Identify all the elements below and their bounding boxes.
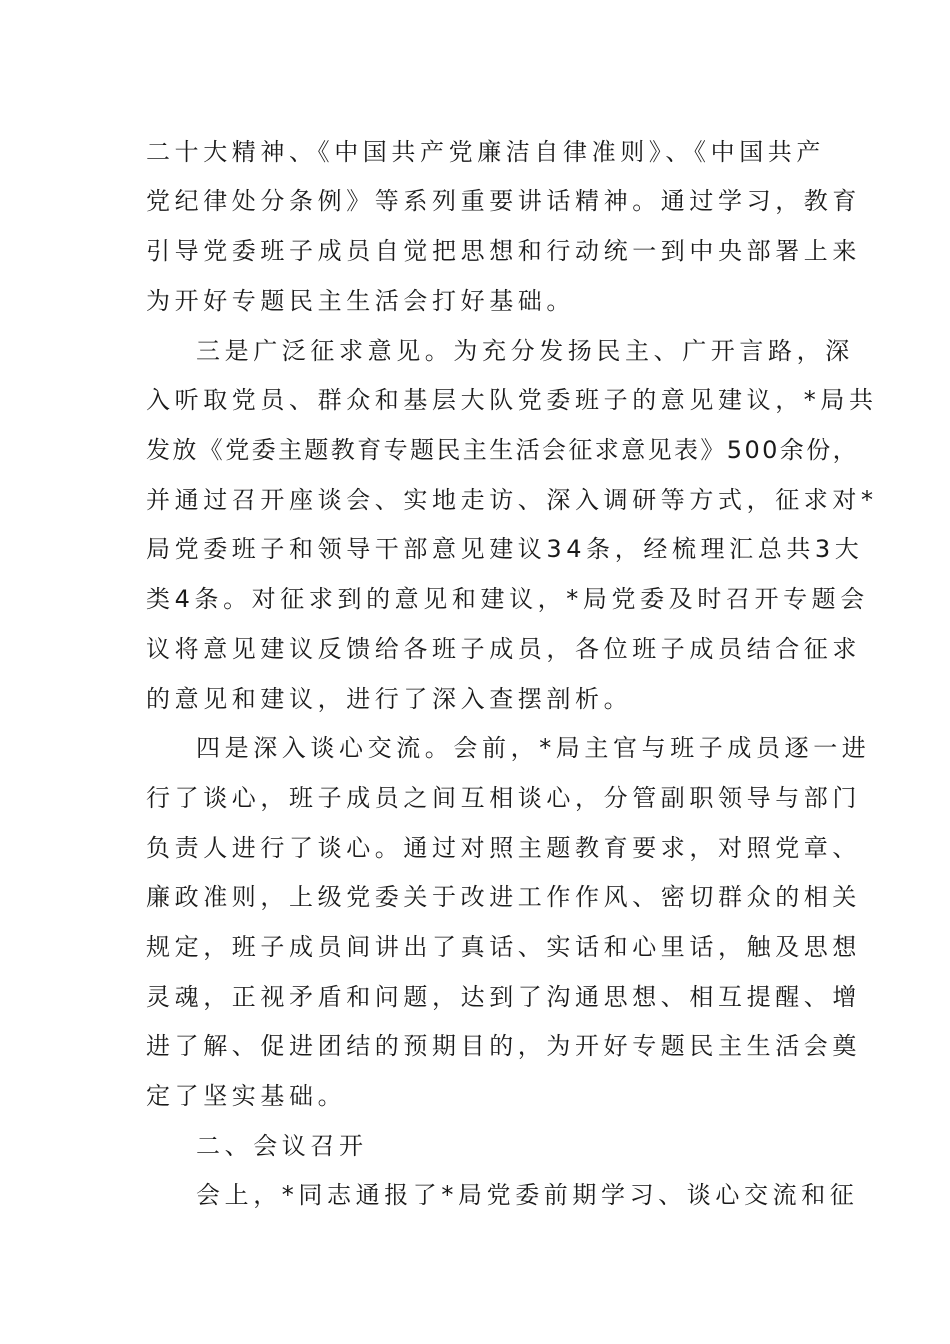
paragraph-start-line: 四是深入谈心交流。会前，*局主官与班子成员逐一进 bbox=[196, 734, 871, 762]
text-line: 局党委班子和领导干部意见建议34条，经梳理汇总共3大 bbox=[146, 535, 864, 563]
text-line: 为开好专题民主生活会打好基础。 bbox=[146, 287, 575, 315]
text-line: 廉政准则，上级党委关于改进工作作风、密切群众的相关 bbox=[146, 883, 861, 911]
text-line: 的意见和建议，进行了深入查摆剖析。 bbox=[146, 685, 633, 713]
text-line: 类4条。对征求到的意见和建议，*局党委及时召开专题会 bbox=[146, 585, 869, 613]
text-line: 入听取党员、群众和基层大队党委班子的意见建议，*局共 bbox=[146, 386, 878, 414]
text-line: 进了解、促进团结的预期目的，为开好专题民主生活会奠 bbox=[146, 1032, 861, 1060]
text-line: 规定，班子成员间讲出了真话、实话和心里话，触及思想 bbox=[146, 933, 861, 961]
text-line: 议将意见建议反馈给各班子成员，各位班子成员结合征求 bbox=[146, 635, 861, 663]
paragraph-start-line: 会上，*同志通报了*局党委前期学习、谈心交流和征 bbox=[196, 1181, 859, 1209]
text-line: 定了坚实基础。 bbox=[146, 1082, 347, 1110]
text-line: 党纪律处分条例》等系列重要讲话精神。通过学习，教育 bbox=[146, 187, 861, 215]
text-line: 行了谈心，班子成员之间互相谈心，分管副职领导与部门 bbox=[146, 784, 861, 812]
text-line: 引导党委班子成员自觉把思想和行动统一到中央部署上来 bbox=[146, 237, 861, 265]
section-heading: 二、会议召开 bbox=[196, 1132, 368, 1160]
text-line: 二十大精神、《中国共产党廉洁自律准则》、《中国共产 bbox=[146, 138, 825, 166]
text-line: 并通过召开座谈会、实地走访、深入调研等方式，征求对* bbox=[146, 486, 878, 514]
text-line: 负责人进行了谈心。通过对照主题教育要求，对照党章、 bbox=[146, 834, 861, 862]
paragraph-start-line: 三是广泛征求意见。为充分发扬民主、广开言路，深 bbox=[196, 337, 854, 365]
text-line: 灵魂，正视矛盾和问题，达到了沟通思想、相互提醒、增 bbox=[146, 983, 861, 1011]
text-line: 发放《党委主题教育专题民主生活会征求意见表》500余份， bbox=[146, 436, 860, 464]
